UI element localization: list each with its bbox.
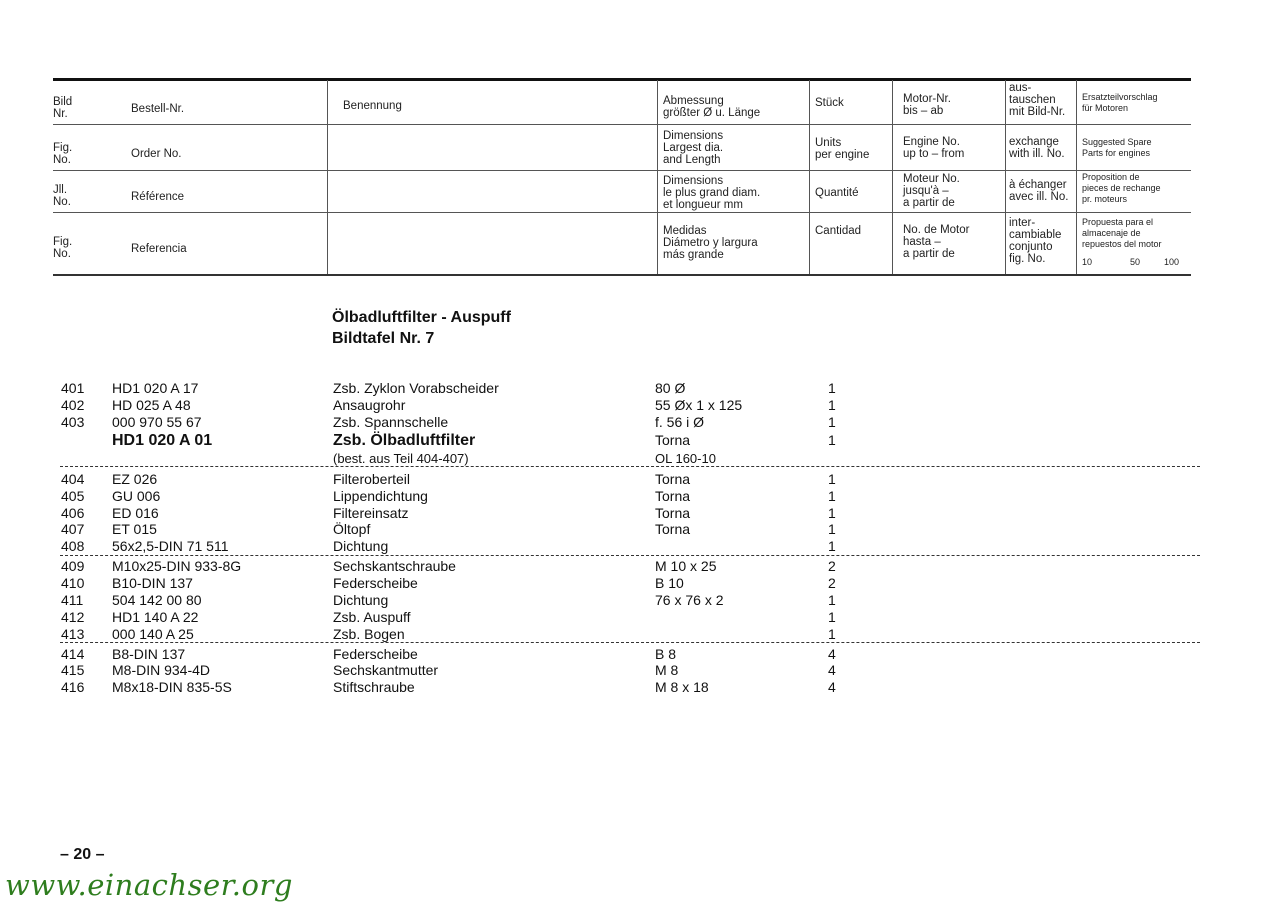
table-row bbox=[0, 679, 1275, 696]
part-name: Zsb. Spannschelle bbox=[333, 414, 449, 430]
table-row bbox=[0, 609, 1275, 626]
part-name: Federscheibe bbox=[333, 575, 418, 591]
header-col-divider bbox=[1005, 80, 1006, 274]
spare-count-100: 100 bbox=[1164, 257, 1180, 267]
order-number: M10x25-DIN 933-8G bbox=[112, 558, 242, 574]
header-units-en: Units per engine bbox=[815, 137, 870, 161]
part-name: Sechskantschraube bbox=[333, 558, 456, 574]
part-number: 407 bbox=[61, 521, 85, 537]
group-divider bbox=[60, 642, 1200, 643]
header-spare-de: Ersatzteilvorschlag für Motoren bbox=[1082, 92, 1158, 113]
header-col-divider bbox=[1076, 80, 1077, 274]
part-dimension: 76 x 76 x 2 bbox=[655, 592, 724, 608]
part-quantity: 1 bbox=[828, 397, 836, 413]
order-number: HD1 140 A 22 bbox=[112, 609, 199, 625]
order-number: M8-DIN 934-4D bbox=[112, 662, 211, 678]
header-col-divider bbox=[327, 80, 328, 274]
section-title-line2: Bildtafel Nr. 7 bbox=[332, 330, 435, 347]
header-fig-es: Fig. No. bbox=[53, 236, 73, 260]
group-divider bbox=[60, 555, 1200, 556]
part-name: (best. aus Teil 404-407) bbox=[333, 451, 469, 466]
part-number: 401 bbox=[61, 380, 85, 396]
table-row bbox=[0, 521, 1275, 538]
part-dimension: OL 160-10 bbox=[655, 451, 716, 466]
part-quantity: 1 bbox=[828, 592, 836, 608]
header-order-en: Order No. bbox=[131, 148, 182, 160]
header-dim-de: Abmessung größter Ø u. Länge bbox=[663, 95, 761, 119]
part-dimension: Torna bbox=[655, 521, 691, 537]
part-dimension: M 8 x 18 bbox=[655, 679, 709, 695]
header-engine-de: Motor-Nr. bis – ab bbox=[903, 93, 951, 117]
header-col-divider bbox=[657, 80, 658, 274]
part-dimension: Torna bbox=[655, 488, 691, 504]
part-quantity: 1 bbox=[828, 471, 836, 487]
part-number: 412 bbox=[61, 609, 85, 625]
section-title-line1: Ölbadluftfilter - Auspuff bbox=[332, 309, 511, 326]
part-number: 409 bbox=[61, 558, 85, 574]
part-name: Lippendichtung bbox=[333, 488, 428, 504]
header-units-es: Cantidad bbox=[815, 225, 862, 237]
table-row bbox=[0, 558, 1275, 575]
page-number: – 20 – bbox=[60, 846, 105, 863]
header-fig-de: Bild Nr. bbox=[53, 96, 73, 120]
part-number: 406 bbox=[61, 505, 85, 521]
header-dim-fr: Dimensions le plus grand diam. et longueur mm bbox=[663, 175, 761, 211]
part-quantity: 1 bbox=[828, 380, 836, 396]
part-dimension: B 8 bbox=[655, 646, 677, 662]
part-name: Dichtung bbox=[333, 538, 389, 554]
part-dimension: B 10 bbox=[655, 575, 684, 591]
part-name: Dichtung bbox=[333, 592, 389, 608]
part-quantity: 4 bbox=[828, 662, 836, 678]
part-dimension: M 10 x 25 bbox=[655, 558, 717, 574]
part-quantity: 1 bbox=[828, 505, 836, 521]
spare-count-50: 50 bbox=[1130, 257, 1141, 267]
part-name: Zsb. Bogen bbox=[333, 626, 405, 642]
header-dim-en: Dimensions Largest dia. and Length bbox=[663, 130, 724, 166]
part-quantity: 1 bbox=[828, 538, 836, 554]
part-number: 414 bbox=[61, 646, 85, 662]
header-row-divider bbox=[53, 124, 1191, 125]
part-quantity: 1 bbox=[828, 488, 836, 504]
part-dimension: Torna bbox=[655, 505, 691, 521]
header-col-divider bbox=[892, 80, 893, 274]
table-row bbox=[0, 414, 1275, 431]
part-name: Zsb. Auspuff bbox=[333, 609, 411, 625]
part-quantity: 1 bbox=[828, 414, 836, 430]
header-col-divider bbox=[809, 80, 810, 274]
part-quantity: 1 bbox=[828, 626, 836, 642]
header-row-divider bbox=[53, 212, 1191, 213]
part-name: Öltopf bbox=[333, 521, 371, 537]
header-bottom-rule bbox=[53, 274, 1191, 276]
order-number: EZ 026 bbox=[112, 471, 158, 487]
order-number: ED 016 bbox=[112, 505, 159, 521]
header-order-de: Bestell-Nr. bbox=[131, 103, 185, 115]
header-order-es: Referencia bbox=[131, 243, 187, 255]
site-watermark: www.einachser.org bbox=[5, 868, 293, 902]
header-fig-en: Fig. No. bbox=[53, 142, 73, 166]
header-engine-fr: Moteur No. jusqu'à – a partir de bbox=[903, 173, 960, 209]
part-dimension: M 8 bbox=[655, 662, 679, 678]
table-row bbox=[0, 592, 1275, 609]
header-engine-en: Engine No. up to – from bbox=[903, 136, 965, 160]
header-dim-es: Medidas Diámetro y largura más grande bbox=[663, 225, 758, 261]
part-number: 403 bbox=[61, 414, 85, 430]
header-table bbox=[53, 78, 1191, 278]
header-exchange-es: inter- cambiable conjunto fig. No. bbox=[1009, 217, 1062, 265]
order-number: HD1 020 A 17 bbox=[112, 380, 199, 396]
table-row bbox=[0, 471, 1275, 488]
header-exchange-en: exchange with ill. No. bbox=[1009, 136, 1065, 160]
part-quantity: 1 bbox=[828, 432, 836, 448]
part-quantity: 2 bbox=[828, 558, 836, 574]
header-units-de: Stück bbox=[815, 97, 844, 109]
table-row bbox=[0, 662, 1275, 679]
table-row bbox=[0, 505, 1275, 522]
part-dimension: 80 Ø bbox=[655, 380, 686, 396]
part-name: Sechskantmutter bbox=[333, 662, 439, 678]
part-quantity: 1 bbox=[828, 609, 836, 625]
order-number: HD1 020 A 01 bbox=[112, 432, 213, 449]
order-number: B8-DIN 137 bbox=[112, 646, 186, 662]
order-number: HD 025 A 48 bbox=[112, 397, 191, 413]
header-engine-es: No. de Motor hasta – a partir de bbox=[903, 224, 970, 260]
header-exchange-de: aus- tauschen mit Bild-Nr. bbox=[1009, 82, 1066, 118]
part-name: Filtereinsatz bbox=[333, 505, 409, 521]
part-name: Filteroberteil bbox=[333, 471, 411, 487]
part-quantity: 2 bbox=[828, 575, 836, 591]
table-row bbox=[0, 488, 1275, 505]
part-number: 405 bbox=[61, 488, 85, 504]
part-quantity: 4 bbox=[828, 646, 836, 662]
part-dimension: Torna bbox=[655, 432, 691, 448]
order-number: GU 006 bbox=[112, 488, 161, 504]
part-dimension: 55 Øx 1 x 125 bbox=[655, 397, 743, 413]
part-dimension: Torna bbox=[655, 471, 691, 487]
part-name: Zsb. Ölbadluftfilter bbox=[333, 432, 476, 449]
table-row bbox=[0, 538, 1275, 555]
header-top-rule bbox=[53, 78, 1191, 81]
header-name-de: Benennung bbox=[343, 100, 402, 112]
header-units-fr: Quantité bbox=[815, 187, 859, 199]
table-row bbox=[0, 380, 1275, 397]
table-row bbox=[0, 575, 1275, 592]
order-number: M8x18-DIN 835-5S bbox=[112, 679, 232, 695]
header-order-fr: Référence bbox=[131, 191, 185, 203]
table-row bbox=[0, 646, 1275, 663]
header-exchange-fr: à échanger avec ill. No. bbox=[1009, 179, 1069, 203]
group-divider bbox=[60, 466, 1200, 467]
header-spare-es: Propuesta para el almacenaje de repuestos del motor bbox=[1082, 217, 1162, 249]
part-number: 408 bbox=[61, 538, 85, 554]
header-spare-en: Suggested Spare Parts for engines bbox=[1082, 137, 1152, 158]
part-dimension: f. 56 i Ø bbox=[655, 414, 705, 430]
spare-count-10: 10 bbox=[1082, 257, 1093, 267]
part-quantity: 1 bbox=[828, 521, 836, 537]
header-row-divider bbox=[53, 170, 1191, 171]
table-row bbox=[0, 626, 1275, 643]
order-number: ET 015 bbox=[112, 521, 157, 537]
order-number: B10-DIN 137 bbox=[112, 575, 193, 591]
part-name: Ansaugrohr bbox=[333, 397, 406, 413]
order-number: 000 970 55 67 bbox=[112, 414, 202, 430]
order-number: 504 142 00 80 bbox=[112, 592, 202, 608]
part-number: 404 bbox=[61, 471, 85, 487]
part-number: 411 bbox=[61, 592, 84, 608]
part-number: 410 bbox=[61, 575, 85, 591]
table-row bbox=[0, 397, 1275, 414]
part-name: Federscheibe bbox=[333, 646, 418, 662]
header-fig-fr: Jll. No. bbox=[53, 184, 71, 208]
order-number: 56x2,5-DIN 71 511 bbox=[112, 538, 229, 554]
part-quantity: 4 bbox=[828, 679, 836, 695]
part-name: Zsb. Zyklon Vorabscheider bbox=[333, 380, 499, 396]
part-number: 413 bbox=[61, 626, 85, 642]
header-spare-fr: Proposition de pieces de rechange pr. moteurs bbox=[1082, 172, 1161, 204]
part-number: 415 bbox=[61, 662, 85, 678]
part-name: Stiftschraube bbox=[333, 679, 415, 695]
part-number: 416 bbox=[61, 679, 85, 695]
order-number: 000 140 A 25 bbox=[112, 626, 194, 642]
table-row bbox=[0, 432, 1275, 449]
section-title bbox=[332, 307, 511, 349]
part-number: 402 bbox=[61, 397, 85, 413]
